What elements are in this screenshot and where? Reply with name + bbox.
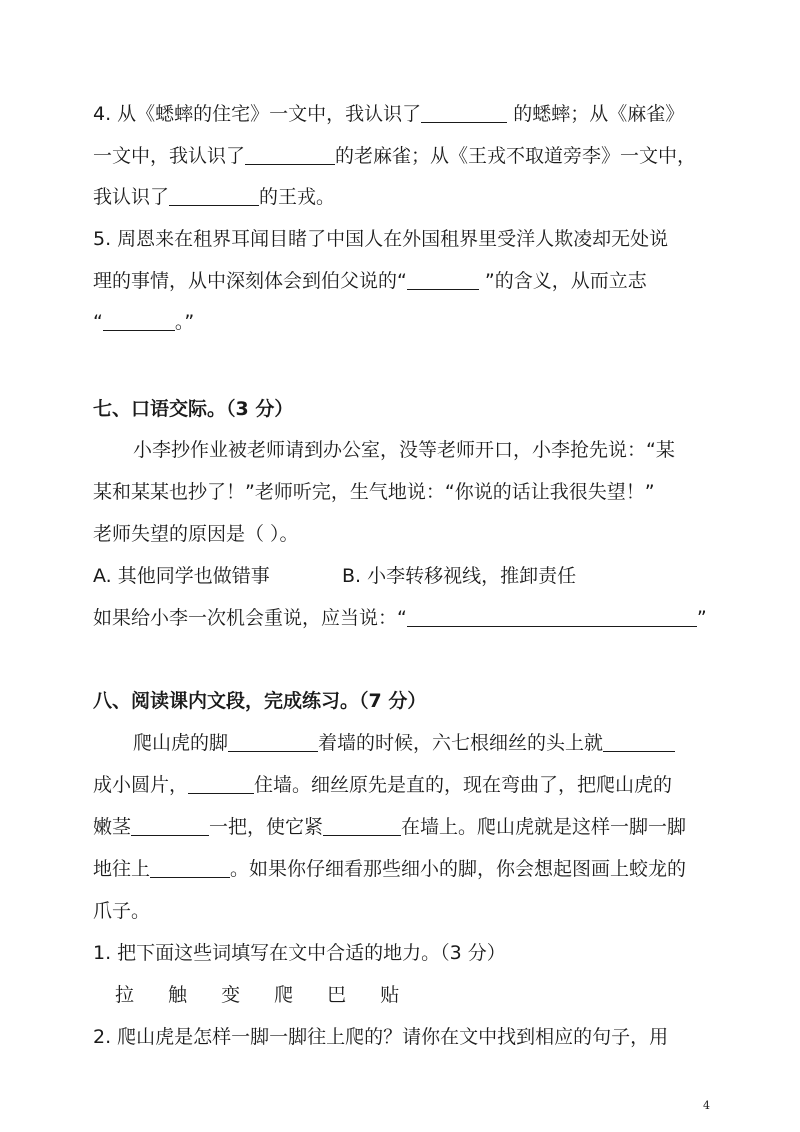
- redo-text: 如果给小李一次机会重说，应当说：“: [93, 607, 407, 629]
- q5-text: ”的含义，从而立志: [478, 270, 647, 292]
- passage-text: 地往上: [93, 858, 151, 880]
- q4-text: 4. 从《蟋蟀的住宅》一文中，我认识了: [93, 103, 422, 125]
- q5-text: 。”: [174, 311, 195, 333]
- passage-blank-6[interactable]: [150, 857, 230, 878]
- q4-text: 一文中，我认识了: [93, 145, 246, 167]
- page-number: 4: [703, 1099, 710, 1112]
- section-7-question: 老师失望的原因是（ ）。: [93, 523, 299, 545]
- passage-line-5: 爪子。: [93, 900, 151, 922]
- option-a[interactable]: A. 其他同学也做错事: [93, 565, 270, 587]
- passage-line-1: [133, 730, 720, 756]
- section-7-heading: 七、口语交际。（3 分）: [93, 398, 294, 420]
- passage-line-4: [93, 856, 720, 882]
- passage-text: 嫩茎: [93, 816, 132, 838]
- passage-line-3: [93, 814, 720, 840]
- passage-blank-4[interactable]: [131, 815, 209, 836]
- q5-text: 理的事情，从中深刻体会到伯父说的“: [93, 270, 407, 292]
- q5-line-1: 5. 周恩来在租界耳闻目睹了中国人在外国租界里受洋人欺凌却无处说: [93, 228, 669, 250]
- passage-text: 着墙的时候，六七根细丝的头上就: [318, 732, 604, 754]
- passage-text: 住墙。细丝原先是直的，现在弯曲了，把爬山虎的: [254, 774, 673, 796]
- word-bank: 拉 触 变 爬 巴 贴: [115, 984, 414, 1006]
- q5-line-3: [93, 309, 720, 335]
- redo-text: ”: [696, 607, 707, 629]
- section-8-question-2: 2. 爬山虎是怎样一脚一脚往上爬的？请你在文中找到相应的句子，用: [93, 1026, 669, 1048]
- q5-blank-2[interactable]: [103, 310, 175, 331]
- passage-line-2: [93, 772, 720, 798]
- q4-text: 的老麻雀；从《王戎不取道旁李》一文中，: [335, 145, 697, 167]
- q4-blank-2[interactable]: [245, 144, 335, 165]
- passage-text: 成小圆片，: [93, 774, 189, 796]
- q4-line-1: [93, 101, 720, 127]
- q5-text: “: [93, 311, 103, 333]
- passage-text: 。如果你仔细看那些细小的脚，你会想起图画上蛟龙的: [230, 858, 687, 880]
- redo-blank[interactable]: [407, 606, 697, 627]
- section-7-paragraph-line: 小李抄作业被老师请到办公室，没等老师开口，小李抢先说：“某: [133, 439, 675, 461]
- q4-text: 我认识了: [93, 186, 170, 208]
- q4-text: 的蟋蟀；从《麻雀》: [507, 103, 685, 125]
- passage-text: 一把，使它紧: [209, 816, 324, 838]
- redo-line: [93, 605, 720, 631]
- q4-line-3: [93, 184, 720, 210]
- passage-blank-5[interactable]: [323, 815, 401, 836]
- passage-blank-1[interactable]: [228, 731, 318, 752]
- section-8-heading: 八、阅读课内文段，完成练习。（7 分）: [93, 690, 427, 712]
- passage-blank-2[interactable]: [603, 731, 675, 752]
- section-7-paragraph-line: 某和某某也抄了！”老师听完，生气地说：“你说的话让我很失望！”: [93, 481, 655, 503]
- q5-blank-1[interactable]: [407, 269, 479, 290]
- option-b[interactable]: B. 小李转移视线，推卸责任: [342, 565, 577, 587]
- section-8-question-1: 1. 把下面这些词填写在文中合适的地力。（3 分）: [93, 942, 506, 964]
- q4-line-2: [93, 143, 720, 169]
- q4-blank-3[interactable]: [169, 185, 259, 206]
- passage-text: 在墙上。爬山虎就是这样一脚一脚: [401, 816, 687, 838]
- q5-line-2: [93, 268, 720, 294]
- q4-blank-1[interactable]: [421, 102, 507, 123]
- q4-text: 的王戎。: [259, 186, 336, 208]
- passage-blank-3[interactable]: [188, 773, 254, 794]
- passage-text: 爬山虎的脚: [133, 732, 229, 754]
